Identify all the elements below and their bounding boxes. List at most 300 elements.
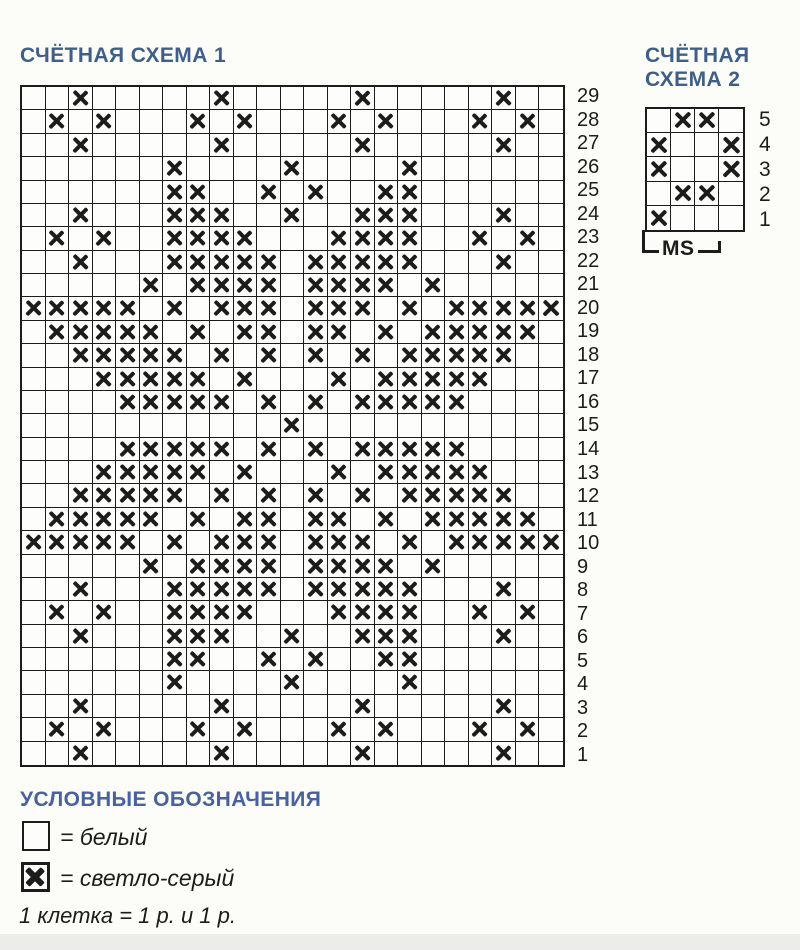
row-number: 1 (759, 207, 771, 231)
grid-cell-empty (398, 321, 422, 344)
grid-cell-empty (93, 251, 117, 274)
grid-cell-x (492, 531, 516, 554)
grid-cell-empty (422, 648, 446, 671)
grid-cell-empty (46, 578, 70, 601)
grid-cell-x (116, 461, 140, 484)
grid-cell-empty (304, 742, 328, 765)
grid-cell-x (140, 508, 164, 531)
grid-cell-x (234, 718, 258, 741)
grid-cell-x (116, 344, 140, 367)
grid-cell-x (234, 368, 258, 391)
grid-cell-x (163, 578, 187, 601)
grid-cell-empty (445, 204, 469, 227)
grid-cell-x (163, 251, 187, 274)
grid-cell-empty (304, 87, 328, 110)
grid-cell-empty (539, 695, 563, 718)
grid-cell-x (445, 531, 469, 554)
grid-cell-empty (116, 251, 140, 274)
grid-cell-empty (281, 742, 305, 765)
grid-cell-x (516, 227, 540, 250)
row-number: 13 (577, 461, 600, 484)
grid-cell-x (69, 297, 93, 320)
grid-cell-empty (351, 181, 375, 204)
grid-cell-x (69, 251, 93, 274)
grid-cell-x (422, 368, 446, 391)
grid-cell-x (398, 625, 422, 648)
grid-cell-empty (140, 718, 164, 741)
grid-cell-x (116, 531, 140, 554)
grid-cell-x (304, 438, 328, 461)
row-number: 5 (759, 107, 771, 131)
grid-cell-x (328, 368, 352, 391)
grid-cell-empty (671, 206, 695, 230)
grid-cell-empty (163, 414, 187, 437)
row-number: 17 (577, 367, 600, 390)
grid-cell-empty (281, 601, 305, 624)
grid-cell-x (140, 344, 164, 367)
grid-cell-empty (187, 344, 211, 367)
grid-cell-empty (46, 414, 70, 437)
grid-cell-empty (516, 484, 540, 507)
grid-cell-x (234, 578, 258, 601)
grid-cell-empty (46, 181, 70, 204)
grid-cell-x (163, 438, 187, 461)
grid-cell-empty (375, 157, 399, 180)
grid-cell-empty (281, 321, 305, 344)
grid-cell-x (351, 204, 375, 227)
grid-cell-empty (93, 181, 117, 204)
pattern-repeat-bracket-tick (718, 241, 721, 253)
grid-cell-empty (422, 204, 446, 227)
grid-cell-empty (116, 157, 140, 180)
grid-cell-empty (69, 461, 93, 484)
grid-cell-empty (539, 344, 563, 367)
grid-cell-x (163, 391, 187, 414)
grid-cell-empty (257, 414, 281, 437)
chart2-row-numbers (759, 107, 771, 232)
grid-cell-empty (140, 531, 164, 554)
grid-cell-empty (398, 508, 422, 531)
grid-cell-empty (257, 87, 281, 110)
grid-cell-x (163, 625, 187, 648)
legend-x-square-icon (21, 862, 50, 892)
grid-cell-x (304, 531, 328, 554)
grid-cell-empty (516, 671, 540, 694)
grid-cell-x (163, 368, 187, 391)
grid-cell-empty (516, 204, 540, 227)
grid-cell-empty (281, 531, 305, 554)
grid-cell-x (647, 157, 671, 181)
grid-cell-empty (539, 671, 563, 694)
grid-cell-x (328, 601, 352, 624)
grid-cell-x (328, 718, 352, 741)
chart2-title (645, 44, 750, 92)
grid-cell-x (234, 274, 258, 297)
grid-cell-x (422, 555, 446, 578)
grid-cell-x (163, 648, 187, 671)
grid-cell-x (469, 718, 493, 741)
grid-cell-x (398, 368, 422, 391)
grid-cell-empty (351, 718, 375, 741)
grid-cell-empty (445, 695, 469, 718)
grid-cell-empty (234, 391, 258, 414)
grid-cell-empty (398, 414, 422, 437)
grid-cell-empty (492, 391, 516, 414)
grid-cell-x (210, 555, 234, 578)
grid-cell-x (469, 110, 493, 133)
grid-cell-x (445, 508, 469, 531)
grid-cell-x (163, 157, 187, 180)
grid-cell-empty (22, 742, 46, 765)
grid-cell-empty (187, 671, 211, 694)
grid-cell-empty (257, 625, 281, 648)
grid-cell-x (234, 531, 258, 554)
grid-cell-x (187, 391, 211, 414)
grid-cell-empty (281, 461, 305, 484)
grid-cell-empty (93, 391, 117, 414)
grid-cell-empty (281, 438, 305, 461)
grid-cell-empty (539, 204, 563, 227)
grid-cell-x (422, 391, 446, 414)
grid-cell-x (469, 461, 493, 484)
grid-cell-empty (234, 181, 258, 204)
grid-cell-empty (351, 368, 375, 391)
grid-cell-empty (492, 671, 516, 694)
grid-cell-empty (46, 484, 70, 507)
grid-cell-empty (445, 648, 469, 671)
grid-cell-x (69, 695, 93, 718)
grid-cell-x (304, 578, 328, 601)
grid-cell-empty (116, 87, 140, 110)
grid-cell-x (375, 110, 399, 133)
grid-cell-x (719, 133, 743, 157)
row-number: 22 (577, 249, 600, 272)
grid-cell-empty (210, 414, 234, 437)
grid-cell-x (69, 508, 93, 531)
grid-cell-empty (46, 438, 70, 461)
grid-cell-x (210, 438, 234, 461)
grid-cell-empty (516, 648, 540, 671)
grid-cell-empty (375, 484, 399, 507)
grid-cell-x (351, 531, 375, 554)
grid-cell-x (351, 578, 375, 601)
grid-cell-empty (257, 157, 281, 180)
grid-cell-empty (469, 648, 493, 671)
grid-cell-empty (116, 110, 140, 133)
grid-cell-x (116, 484, 140, 507)
grid-cell-empty (445, 601, 469, 624)
grid-cell-empty (539, 461, 563, 484)
grid-cell-empty (398, 87, 422, 110)
grid-cell-x (304, 555, 328, 578)
row-number: 4 (759, 132, 771, 156)
grid-cell-x (328, 227, 352, 250)
grid-cell-empty (69, 438, 93, 461)
grid-cell-empty (445, 227, 469, 250)
grid-cell-empty (257, 695, 281, 718)
grid-cell-x (163, 671, 187, 694)
grid-cell-x (398, 157, 422, 180)
grid-cell-x (328, 461, 352, 484)
grid-cell-x (187, 321, 211, 344)
grid-cell-empty (46, 648, 70, 671)
grid-cell-x (398, 601, 422, 624)
grid-cell-x (163, 484, 187, 507)
grid-cell-x (234, 227, 258, 250)
legend-white-square-icon (22, 821, 50, 851)
grid-cell-empty (257, 742, 281, 765)
grid-cell-x (234, 251, 258, 274)
legend-note: 1 клетка = 1 р. и 1 р. (19, 903, 237, 928)
grid-cell-empty (116, 134, 140, 157)
grid-cell-x (422, 321, 446, 344)
grid-cell-x (398, 297, 422, 320)
grid-cell-empty (281, 274, 305, 297)
grid-cell-empty (492, 438, 516, 461)
chart2-title-line1: СЧЁТНАЯ (645, 44, 750, 67)
grid-cell-x (445, 438, 469, 461)
grid-cell-x (398, 251, 422, 274)
grid-cell-empty (140, 578, 164, 601)
grid-cell-empty (492, 601, 516, 624)
grid-cell-empty (351, 321, 375, 344)
grid-cell-x (445, 344, 469, 367)
grid-cell-x (69, 531, 93, 554)
grid-cell-empty (469, 671, 493, 694)
grid-cell-x (46, 531, 70, 554)
grid-cell-x (257, 251, 281, 274)
grid-cell-x (187, 368, 211, 391)
grid-cell-empty (304, 414, 328, 437)
grid-cell-x (516, 321, 540, 344)
grid-cell-empty (304, 671, 328, 694)
grid-cell-x (469, 321, 493, 344)
grid-cell-empty (328, 87, 352, 110)
grid-cell-empty (422, 227, 446, 250)
grid-cell-empty (69, 181, 93, 204)
grid-cell-empty (163, 87, 187, 110)
chart1-title: СЧЁТНАЯ СХЕМА 1 (20, 44, 227, 67)
grid-cell-empty (492, 110, 516, 133)
grid-cell-x (93, 110, 117, 133)
grid-cell-x (257, 578, 281, 601)
grid-cell-x (351, 87, 375, 110)
grid-cell-empty (281, 110, 305, 133)
row-number: 11 (577, 508, 598, 531)
grid-cell-empty (492, 368, 516, 391)
grid-cell-empty (234, 695, 258, 718)
grid-cell-empty (140, 110, 164, 133)
grid-cell-empty (210, 671, 234, 694)
grid-cell-x (187, 555, 211, 578)
grid-cell-x (210, 391, 234, 414)
grid-cell-empty (492, 555, 516, 578)
grid-cell-x (116, 391, 140, 414)
grid-cell-empty (187, 414, 211, 437)
grid-cell-x (257, 274, 281, 297)
grid-cell-empty (328, 671, 352, 694)
grid-cell-empty (516, 181, 540, 204)
row-number: 18 (577, 343, 600, 366)
grid-cell-x (375, 321, 399, 344)
grid-cell-empty (234, 625, 258, 648)
grid-cell-x (281, 671, 305, 694)
grid-cell-x (93, 484, 117, 507)
grid-cell-x (422, 344, 446, 367)
grid-cell-empty (516, 625, 540, 648)
grid-cell-x (492, 134, 516, 157)
grid-cell-empty (69, 648, 93, 671)
grid-cell-empty (304, 227, 328, 250)
grid-cell-x (328, 578, 352, 601)
grid-cell-x (469, 484, 493, 507)
grid-cell-empty (422, 718, 446, 741)
grid-cell-empty (22, 181, 46, 204)
grid-cell-empty (93, 648, 117, 671)
grid-cell-x (422, 484, 446, 507)
grid-cell-x (328, 531, 352, 554)
grid-cell-empty (647, 182, 671, 206)
grid-cell-empty (116, 671, 140, 694)
grid-cell-empty (539, 578, 563, 601)
grid-cell-empty (539, 368, 563, 391)
grid-cell-x (93, 227, 117, 250)
grid-cell-x (234, 508, 258, 531)
row-number: 27 (577, 132, 600, 155)
grid-cell-empty (422, 87, 446, 110)
grid-cell-empty (539, 508, 563, 531)
grid-cell-empty (22, 671, 46, 694)
grid-cell-x (257, 297, 281, 320)
grid-cell-x (469, 508, 493, 531)
row-number: 7 (577, 602, 589, 625)
chart1-row-numbers (577, 85, 599, 767)
grid-cell-empty (351, 461, 375, 484)
row-number: 9 (577, 555, 589, 578)
grid-cell-empty (93, 438, 117, 461)
grid-cell-empty (210, 157, 234, 180)
grid-cell-empty (539, 555, 563, 578)
grid-cell-empty (116, 601, 140, 624)
grid-cell-empty (46, 344, 70, 367)
grid-cell-x (140, 368, 164, 391)
grid-cell-x (93, 344, 117, 367)
grid-cell-empty (210, 648, 234, 671)
grid-cell-empty (695, 206, 719, 230)
grid-cell-x (695, 182, 719, 206)
grid-cell-empty (281, 368, 305, 391)
grid-cell-empty (210, 181, 234, 204)
grid-cell-empty (539, 438, 563, 461)
grid-cell-empty (257, 671, 281, 694)
grid-cell-empty (93, 87, 117, 110)
grid-cell-empty (375, 87, 399, 110)
grid-cell-empty (422, 601, 446, 624)
grid-cell-x (398, 531, 422, 554)
grid-cell-x (469, 601, 493, 624)
grid-cell-empty (22, 321, 46, 344)
row-number: 24 (577, 202, 600, 225)
grid-cell-empty (210, 368, 234, 391)
grid-cell-x (398, 181, 422, 204)
grid-cell-empty (469, 251, 493, 274)
grid-cell-empty (140, 87, 164, 110)
legend-item-lightgray-label: = светло-серый (60, 865, 235, 891)
grid-cell-x (210, 134, 234, 157)
grid-cell-empty (46, 555, 70, 578)
grid-cell-empty (539, 87, 563, 110)
grid-cell-x (210, 297, 234, 320)
row-number: 14 (577, 437, 600, 460)
grid-cell-x (281, 625, 305, 648)
grid-cell-empty (695, 157, 719, 181)
grid-cell-empty (469, 157, 493, 180)
grid-cell-x (671, 109, 695, 133)
grid-cell-empty (46, 742, 70, 765)
grid-cell-empty (116, 648, 140, 671)
grid-cell-x (116, 321, 140, 344)
grid-cell-x (647, 206, 671, 230)
grid-cell-x (210, 344, 234, 367)
grid-cell-empty (398, 134, 422, 157)
grid-cell-empty (46, 625, 70, 648)
grid-cell-empty (281, 134, 305, 157)
grid-cell-x (445, 461, 469, 484)
grid-cell-empty (469, 414, 493, 437)
grid-cell-x (492, 87, 516, 110)
grid-cell-empty (281, 484, 305, 507)
grid-cell-empty (539, 157, 563, 180)
grid-cell-empty (422, 134, 446, 157)
grid-cell-empty (140, 157, 164, 180)
grid-cell-empty (422, 297, 446, 320)
grid-cell-empty (187, 742, 211, 765)
grid-cell-x (304, 508, 328, 531)
grid-cell-empty (163, 134, 187, 157)
grid-cell-empty (140, 134, 164, 157)
row-number: 19 (577, 320, 600, 343)
grid-cell-empty (422, 695, 446, 718)
scan-edge-band (0, 934, 800, 950)
grid-cell-empty (93, 742, 117, 765)
grid-cell-empty (163, 718, 187, 741)
grid-cell-empty (539, 742, 563, 765)
grid-cell-x (375, 274, 399, 297)
row-number: 8 (577, 579, 589, 602)
grid-cell-empty (492, 181, 516, 204)
grid-cell-empty (46, 368, 70, 391)
grid-cell-empty (351, 671, 375, 694)
grid-cell-empty (46, 671, 70, 694)
grid-cell-x (398, 204, 422, 227)
grid-cell-x (69, 742, 93, 765)
grid-cell-empty (140, 671, 164, 694)
grid-cell-x (422, 461, 446, 484)
grid-cell-x (69, 87, 93, 110)
grid-cell-x (516, 718, 540, 741)
grid-cell-empty (422, 625, 446, 648)
grid-cell-x (187, 227, 211, 250)
grid-cell-empty (140, 601, 164, 624)
grid-cell-x (351, 484, 375, 507)
grid-cell-x (281, 157, 305, 180)
grid-cell-x (328, 110, 352, 133)
grid-cell-empty (234, 134, 258, 157)
grid-cell-x (304, 484, 328, 507)
grid-cell-empty (539, 321, 563, 344)
grid-cell-x (375, 578, 399, 601)
grid-cell-x (116, 297, 140, 320)
